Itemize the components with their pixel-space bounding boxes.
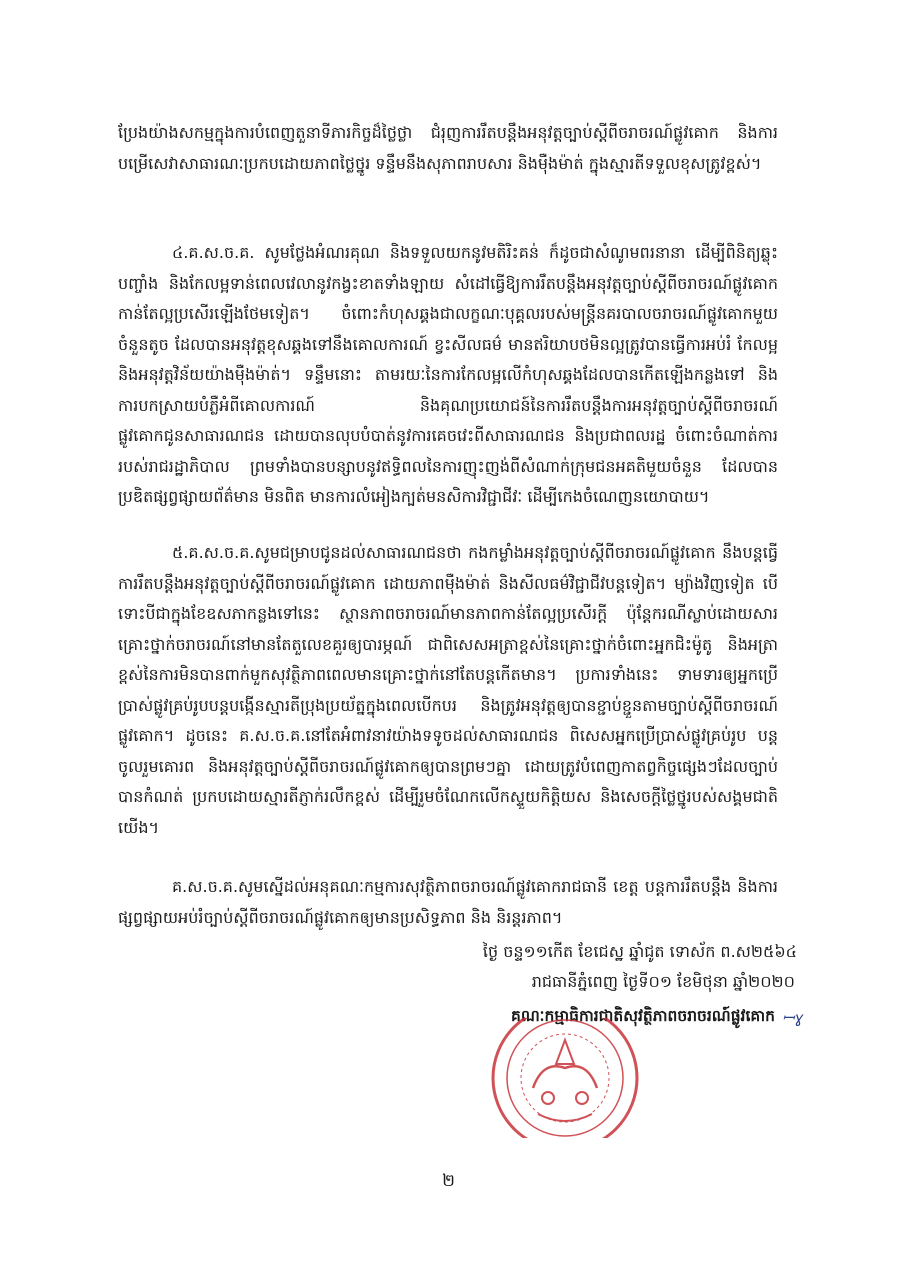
paragraph-request: គ.ស.ច.គ.សូមស្នើដល់អនុគណៈកម្មការសុវត្ថិភាពចរាចរណ៍ផ្លូវគោករាជធានី ខេត្ត បន្តការរឹតបន្តឹង និងការផ្សព្វផ្សាយអប់រំច្បាប់ស្តីពីចរាចរណ៍ផ្លូវគោកឲ្យមានប្រសិទ្ធភាព និង និរន្តរភាព។ (118, 877, 778, 927)
paragraph-5: ៥.គ.ស.ច.គ.សូមជម្រាបជូនដល់សាធារណជនថា កងកម្លាំងអនុវត្តច្បាប់ស្តីពីចរាចរណ៍ផ្លូវគោក នឹងបន្តធ្វើការរឹតបន្តឹងអនុវត្តច្បាប់ស្តីពីចរាចរណ៍ផ្លូវគោក ដោយភាពម៉ឺងម៉ាត់ និងសីលធម៌វិជ្ជាជីវបន្តទៀត។ ម្យ៉ាងវិញទៀត បើទោះបីជាក្នុងខែឧសភាកន្លងទៅនេះ ស្ថានភាពចរាចរណ៍មានភាពកាន់តែល្អប្រសើរក្តី ប៉ុន្តែករណីស្លាប់ដោយសារគ្រោះថ្នាក់ចរាចរណ៍នៅមានតែតួលេខគួរឲ្យបារម្ភណ៍ ជាពិសេសអត្រាខ្ពស់នៃគ្រោះថ្នាក់ចំពោះអ្នកជិះម៉ូតូ និងអត្រាខ្ពស់នៃការមិនបានពាក់មួកសុវត្ថិភាពពេលមានគ្រោះថ្នាក់នៅតែបន្តកើតមាន។ ប្រការទាំងនេះ ទាមទារឲ្យអ្នកប្រើប្រាស់ផ្លូវគ្រប់រូបបន្តបង្កើនស្មារតីប្រុងប្រយ័ត្នក្នុងពេលបើកបរ និងត្រូវអនុវត្តឲ្យបានខ្ជាប់ខ្ជួនតាមច្បាប់ស្តីពីចរាចរណ៍ផ្លូវគោក។ ដូចនេះ គ.ស.ច.គ.នៅតែអំពាវនាវយ៉ាងទទូចដល់សាធារណជន ពិសេសអ្នកប្រើប្រាស់ផ្លូវគ្រប់រូប បន្តចូលរួមគោរព និងអនុវត្តច្បាប់ស្តីពីចរាចរណ៍ផ្លូវគោកឲ្យបានព្រមៗគ្នា ដោយត្រូវបំពេញកាតព្វកិច្ចផ្សេងៗដែលច្បាប់បានកំណត់ ប្រកបដោយស្មារតីភ្ញាក់រលឹកខ្ពស់ ដើម្បីរួមចំណែកលើកស្ទួយកិត្តិយស និងសេចក្តីថ្លៃថ្នូរបស់សង្គមជាតិយើង។ (118, 543, 778, 837)
handwritten-initial: ꟷɣ (782, 1009, 804, 1027)
page-number: ២ (442, 1171, 455, 1191)
paragraph-continuation: ប្រែងយ៉ាងសកម្មក្នុងការបំពេញតួនាទីភារកិច្ចដ៏ថ្លៃថ្លា ជំរុញការរឹតបន្តឹងអនុវត្តច្បាប់ស្តីពីចរាចរណ៍ផ្លូវគោក និងការបម្រើសេវាសាធារណៈប្រកបដោយភាពថ្លៃថ្នូរ ទន្ទឹមនឹងសុភាពរាបសារ និងម៉ឺងម៉ាត់ ក្នុងស្មារតីទទួលខុសត្រូវខ្ពស់។ (118, 123, 778, 173)
lunar-date: ថ្ងៃ ចន្ទ១១កើត ខែជេស្ឋ ឆ្នាំជូត ទោស័ក ព.ស២៥៦៤ (482, 942, 797, 961)
official-seal-icon (478, 1018, 652, 1138)
place-date: រាជធានីភ្នំពេញ ថ្ងៃទី០១ ខែមិថុនា ឆ្នាំ២០២០ (531, 972, 795, 991)
paragraph-4: ៤.គ.ស.ច.គ. សូមថ្លែងអំណរគុណ និងទទួលយកនូវមតិរិះគន់ ក៏ដូចជាសំណូមពរនានា ដើម្បីពិនិត្យឆ្លុះបញ្ចាំង និងកែលម្អទាន់ពេលវេលានូវកង្វះខាតទាំងឡាយ សំដៅធ្វើឱ្យការរឹតបន្តឹងអនុវត្តច្បាប់ស្តីពីចរាចរណ៍ផ្លូវគោកកាន់តែល្អប្រសើរឡើងថែមទៀត។ ចំពោះកំហុសឆ្គងជាលក្ខណៈបុគ្គលរបស់មន្ត្រីនគរបាលចរាចរណ៍ផ្លូវគោកមួយចំនួនតូច ដែលបានអនុវត្តខុសឆ្គងទៅនឹងគោលការណ៍ ខ្វះសីលធម៌ មានឥរិយាបថមិនល្អត្រូវបានធ្វើការអប់រំ កែលម្អ និងអនុវត្តវិន័យយ៉ាងម៉ឺងម៉ាត់។ ទន្ទឹមនោះ តាមរយៈនៃការកែលម្អលើកំហុសឆ្គងដែលបានកើតឡើងកន្លងទៅ និងការបកស្រាយបំភ្លឺអំពីគោលការណ៍ និងគុណប្រយោជន៍នៃការរឹតបន្តឹងការអនុវត្តច្បាប់ស្តីពីចរាចរណ៍ផ្លូវគោកជូនសាធារណជន ដោយបានលុបបំបាត់នូវការគេចវេះពីសាធារណជន និងប្រជាពលរដ្ឋ ចំពោះចំណាត់ការរបស់រាជរដ្ឋាភិបាល ព្រមទាំងបានបន្សាបនូវឥទ្ធិពលនៃការញុះញង់ពីសំណាក់ក្រុមជនអគតិមួយចំនួន ដែលបានប្រឌិតផ្សព្វផ្សាយព័ត៌មាន មិនពិត មានការលំអៀងក្បត់មនសិការវិជ្ជាជីវៈ ដើម្បីកេងចំណេញនយោបាយ។ (118, 243, 778, 506)
signatory: គណៈកម្មាធិការជាតិសុវត្ថិភាពចរាចរណ៍ផ្លូវគោក (511, 1007, 775, 1025)
